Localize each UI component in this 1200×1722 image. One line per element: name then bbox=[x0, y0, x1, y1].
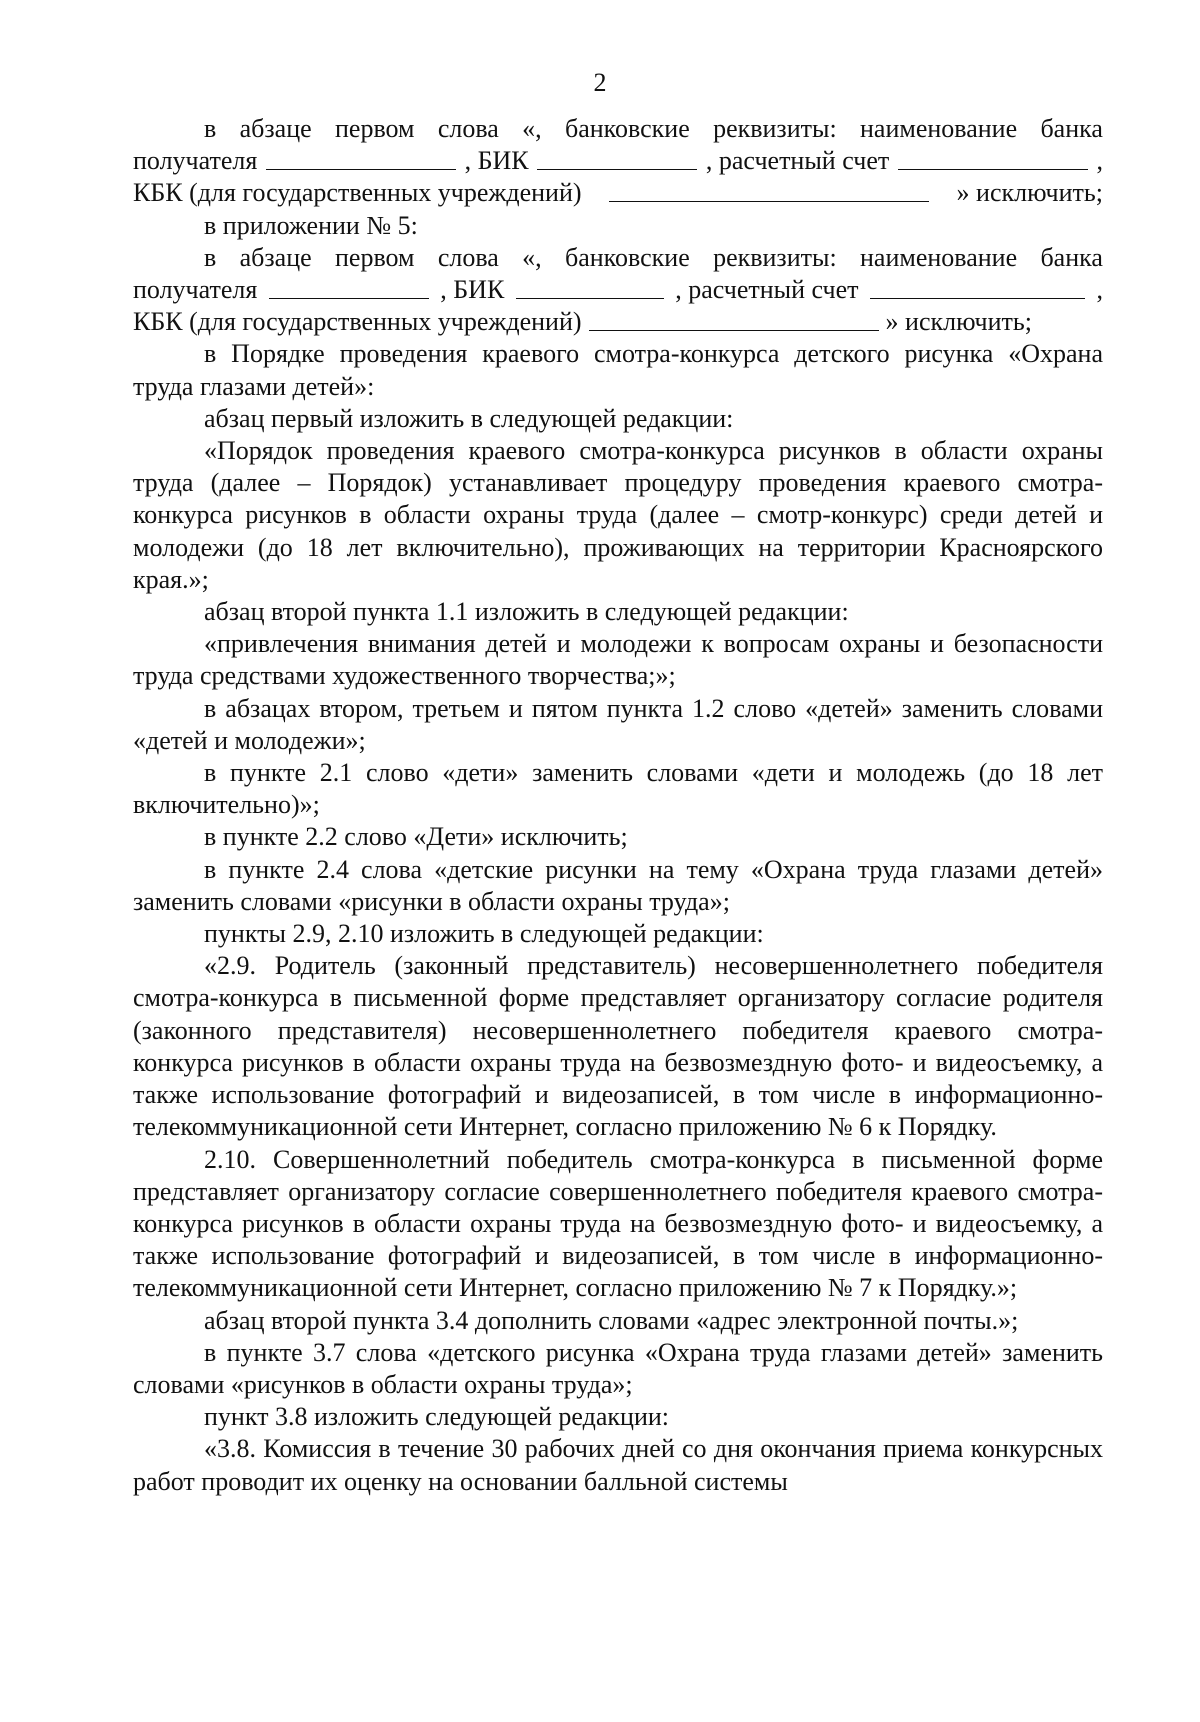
word: абзаце bbox=[239, 242, 312, 272]
word: в bbox=[204, 114, 217, 143]
word: в bbox=[204, 242, 217, 272]
paragraph-instruction: абзац первый изложить в следующей редакции: bbox=[204, 403, 734, 433]
paragraph-clause-2-10: 2.10. Совершеннолетний победитель смотра-конкурса в письменной форме представляет организатору согласие совершеннолетнего победителя краевого смотра-конкурса рисунков в области охраны труда на безвозмездную фото- и видеосъемку, а также использование фотографий и видеозаписей, в том числе в информационно-телекоммуникационной сети Интернет, согласно приложению № 7 к Порядку.»; bbox=[133, 1144, 1103, 1303]
paragraph-amendment: в абзацах втором, третьем и пятом пункта 1.2 слово «детей» заменить словами «детей и молодежи»; bbox=[133, 693, 1103, 755]
recipient-label: получателя bbox=[133, 146, 258, 176]
kbk-blank bbox=[589, 306, 879, 331]
word: банковские bbox=[564, 114, 690, 143]
word: наименование bbox=[860, 114, 1018, 143]
bank-details-line-3 bbox=[133, 306, 1103, 338]
bik-label: , БИК bbox=[440, 275, 505, 305]
document-body bbox=[133, 113, 1103, 1498]
kbk-blank bbox=[609, 177, 929, 202]
bank-details-line-2 bbox=[133, 145, 1103, 177]
bank-details-line-2 bbox=[133, 274, 1103, 306]
bik-blank bbox=[537, 145, 697, 170]
exclude-text: » исключить; bbox=[956, 178, 1103, 208]
word: банка bbox=[1040, 242, 1103, 272]
word: банка bbox=[1040, 114, 1103, 143]
kbk-label: КБК (для государственных учреждений) bbox=[133, 307, 582, 337]
paragraph-instruction: пункты 2.9, 2.10 изложить в следующей редакции: bbox=[204, 919, 764, 949]
bank-details-line-1 bbox=[133, 242, 1103, 274]
recipient-blank bbox=[266, 145, 456, 170]
account-blank bbox=[870, 274, 1085, 299]
bik-label: , БИК bbox=[464, 146, 529, 176]
paragraph-instruction: абзац второй пункта 1.1 изложить в следующей редакции: bbox=[204, 597, 849, 627]
word: первом bbox=[334, 114, 415, 143]
bank-details-line-1 bbox=[133, 113, 1103, 145]
account-blank bbox=[898, 145, 1088, 170]
kbk-label: КБК (для государственных учреждений) bbox=[133, 178, 582, 208]
paragraph-contest-order: в Порядке проведения краевого смотра-конкурса детского рисунка «Охрана труда глазами детей»: bbox=[133, 339, 1103, 401]
comma: , bbox=[1096, 146, 1103, 176]
paragraph-amendment: в пункте 2.4 слова «детские рисунки на тему «Охрана труда глазами детей» заменить словами «рисунки в области охраны труда»; bbox=[133, 854, 1103, 916]
word: реквизиты: bbox=[713, 242, 837, 272]
word: наименование bbox=[860, 242, 1018, 272]
page-number: 2 bbox=[593, 68, 607, 97]
appendix-5-heading: в приложении № 5: bbox=[204, 210, 418, 240]
paragraph-amendment: абзац второй пункта 3.4 дополнить словами «адрес электронной почты.»; bbox=[204, 1305, 1019, 1335]
comma: , bbox=[1096, 275, 1103, 305]
bank-details-line-3 bbox=[133, 177, 1103, 209]
paragraph-amendment: в пункте 2.1 слово «дети» заменить словами «дети и молодежь (до 18 лет включительно)»; bbox=[133, 758, 1103, 820]
bik-blank bbox=[516, 274, 664, 299]
word: первом bbox=[334, 242, 415, 272]
word: «, bbox=[522, 242, 542, 272]
paragraph-amendment: в пункте 3.7 слова «детского рисунка «Охрана труда глазами детей» заменить словами «рисунков в области охраны труда»; bbox=[133, 1337, 1103, 1399]
word: слова bbox=[437, 114, 499, 143]
recipient-label: получателя bbox=[133, 275, 258, 305]
account-label: , расчетный счет bbox=[675, 275, 859, 305]
word: реквизиты: bbox=[713, 114, 837, 143]
recipient-blank bbox=[269, 274, 429, 299]
word: слова bbox=[437, 242, 499, 272]
account-label: , расчетный счет bbox=[705, 146, 890, 176]
paragraph-instruction: пункт 3.8 изложить следующей редакции: bbox=[204, 1402, 669, 1432]
word: банковские bbox=[564, 242, 690, 272]
paragraph-quote: «привлечения внимания детей и молодежи к вопросам охраны и безопасности труда средствами художественного творчества;»; bbox=[133, 629, 1103, 691]
paragraph-clause-2-9: «2.9. Родитель (законный представитель) несовершеннолетнего победителя смотра-конкурса в письменной форме представляет организатору согласие родителя (законного представителя) несовершеннолетнего победителя краевого смотра-конкурса рисунков в области охраны труда на безвозмездную фото- и видеосъемку, а также использование фотографий и видеозаписей, в том числе в информационно-телекоммуникационной сети Интернет, согласно приложению № 6 к Порядку. bbox=[133, 951, 1103, 1142]
paragraph-clause-3-8: «3.8. Комиссия в течение 30 рабочих дней со дня окончания приема конкурсных работ проводит их оценку на основании балльной системы bbox=[133, 1434, 1103, 1496]
exclude-text: » исключить; bbox=[885, 307, 1032, 337]
word: абзаце bbox=[239, 114, 312, 143]
paragraph-quote: «Порядок проведения краевого смотра-конкурса рисунков в области охраны труда (далее – Порядок) устанавливает процедуру проведения краевого смотра-конкурса рисунков в области охраны труда (далее – смотр-конкурс) среди детей и молодежи (до 18 лет включительно), проживающих на территории Красноярского края.»; bbox=[133, 436, 1103, 594]
paragraph-amendment: в пункте 2.2 слово «Дети» исключить; bbox=[204, 822, 628, 852]
word: «, bbox=[522, 114, 542, 143]
